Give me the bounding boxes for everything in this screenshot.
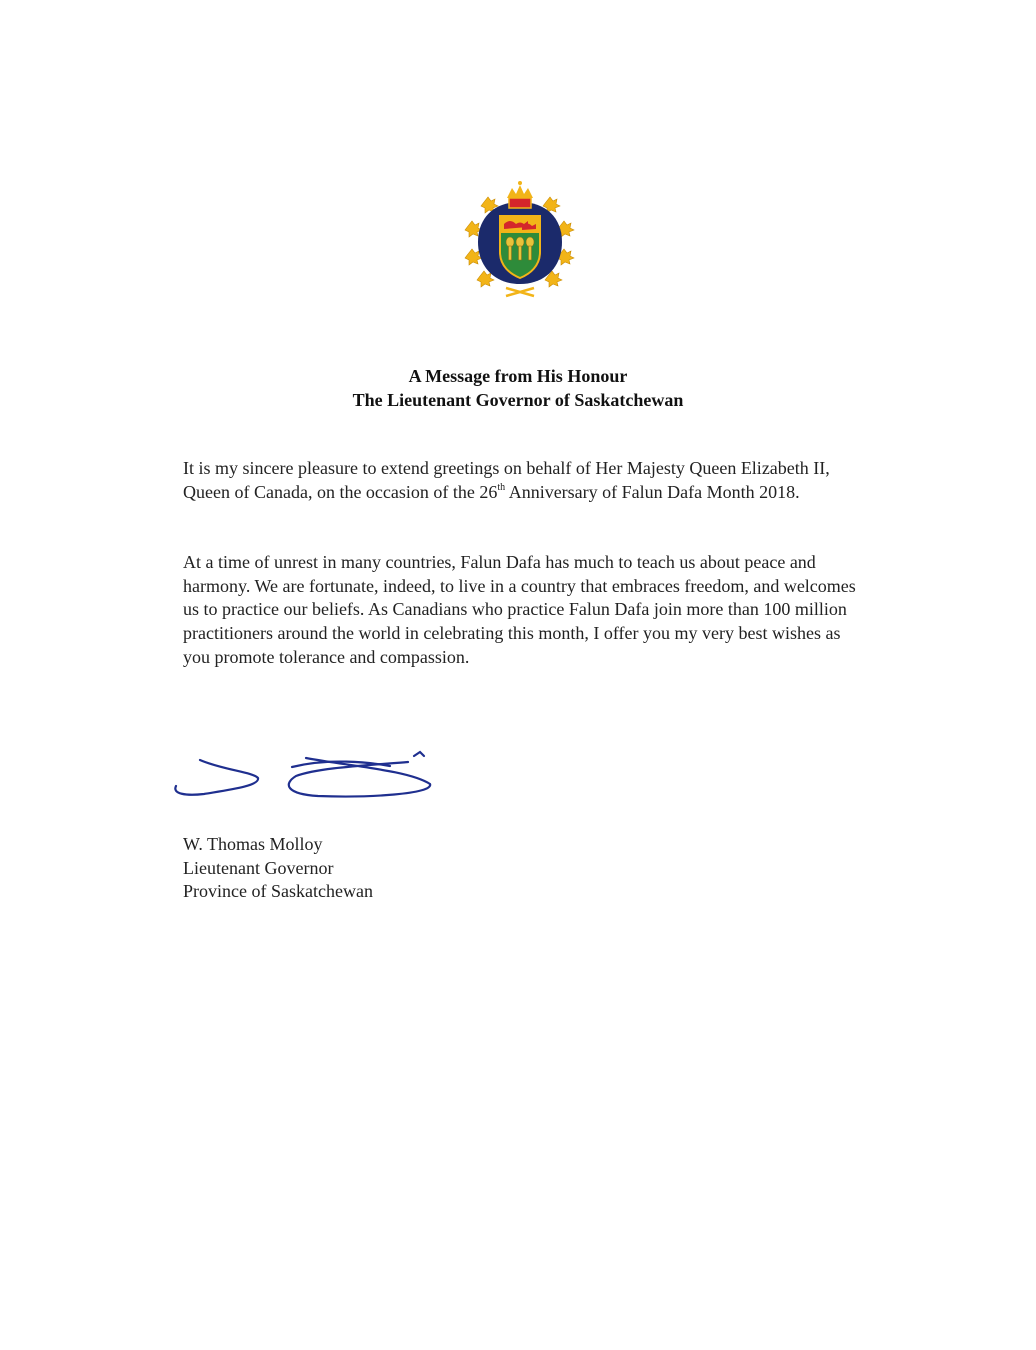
signature-icon [168,748,438,804]
letter-heading [0,364,1036,412]
paragraph-message: At a time of unrest in many countries, Falun Dafa has much to teach us about peace and harmony. We are fortunate, indeed, to live in a country that embraces freedom, and welcomes us to practice our beliefs. As Canadians who practice Falun Dafa join more than 100 million practitioners around the world in celebrating this month, I offer you my very best wishes as you promote tolerance and compassion. [183,552,856,667]
signatory-title: Lieutenant Governor [183,857,334,878]
heading-line-2: The Lieutenant Governor of Saskatchewan [352,390,684,410]
signatory-name: W. Thomas Molloy [183,834,323,854]
paragraph-1-text-end: Anniversary of Falun Dafa Month 2018. [505,481,800,502]
paragraph-greeting [183,457,863,504]
signatory-province: Province of Saskatchewan [183,881,373,901]
ordinal-suffix: th [497,481,506,493]
paragraph-1-text: It is my sincere pleasure to extend greetings on behalf of Her Majesty Queen Elizabeth II, Queen of Canada, on the occasion of the 26 [183,458,830,502]
crest-icon [462,180,578,298]
signatory-block [183,833,373,904]
heading-line-1: A Message from His Honour [408,366,628,386]
